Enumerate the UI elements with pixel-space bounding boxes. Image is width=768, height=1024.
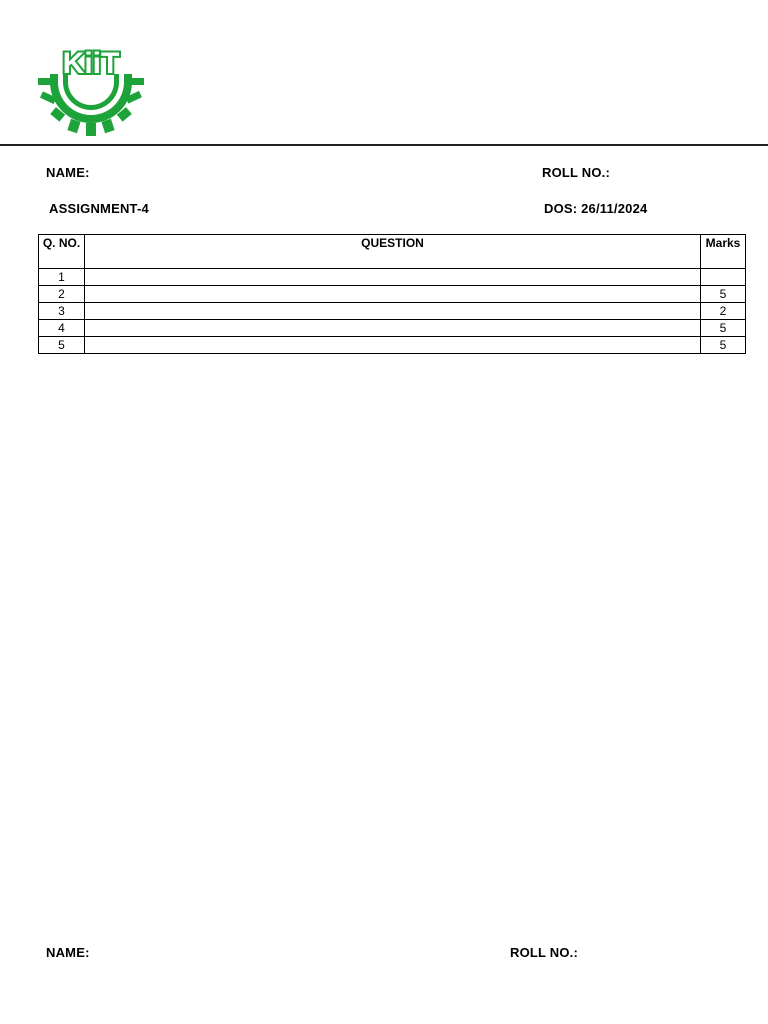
marks-cell	[701, 269, 746, 286]
table-row	[39, 303, 746, 320]
question-cell	[85, 303, 701, 320]
qno-cell: 4	[39, 320, 85, 337]
question-table	[38, 234, 746, 354]
footer-roll-no-label: ROLL NO.:	[510, 945, 578, 960]
marks-cell: 5	[701, 320, 746, 337]
table-row	[39, 286, 746, 303]
question-cell	[85, 269, 701, 286]
marks-cell: 2	[701, 303, 746, 320]
marks-cell: 5	[701, 337, 746, 354]
qno-cell: 1	[39, 269, 85, 286]
footer-name-label: NAME:	[46, 945, 90, 960]
name-label: NAME:	[46, 165, 90, 180]
table-row	[39, 337, 746, 354]
date-of-submission: DOS: 26/11/2024	[544, 201, 648, 216]
question-cell	[85, 320, 701, 337]
col-header-marks: Marks	[701, 235, 746, 269]
question-cell	[85, 337, 701, 354]
question-cell	[85, 286, 701, 303]
header-divider	[0, 144, 768, 146]
col-header-qno: Q. NO.	[39, 235, 85, 269]
table-row	[39, 269, 746, 286]
table-header-row	[39, 235, 746, 269]
marks-cell: 5	[701, 286, 746, 303]
col-header-question: QUESTION	[85, 235, 701, 269]
qno-cell: 2	[39, 286, 85, 303]
qno-cell: 5	[39, 337, 85, 354]
qno-cell: 3	[39, 303, 85, 320]
kiit-logo	[36, 44, 146, 136]
logo-text: KiiT	[62, 47, 120, 80]
table-row	[39, 320, 746, 337]
roll-no-label: ROLL NO.:	[542, 165, 610, 180]
assignment-title: ASSIGNMENT-4	[49, 201, 149, 216]
